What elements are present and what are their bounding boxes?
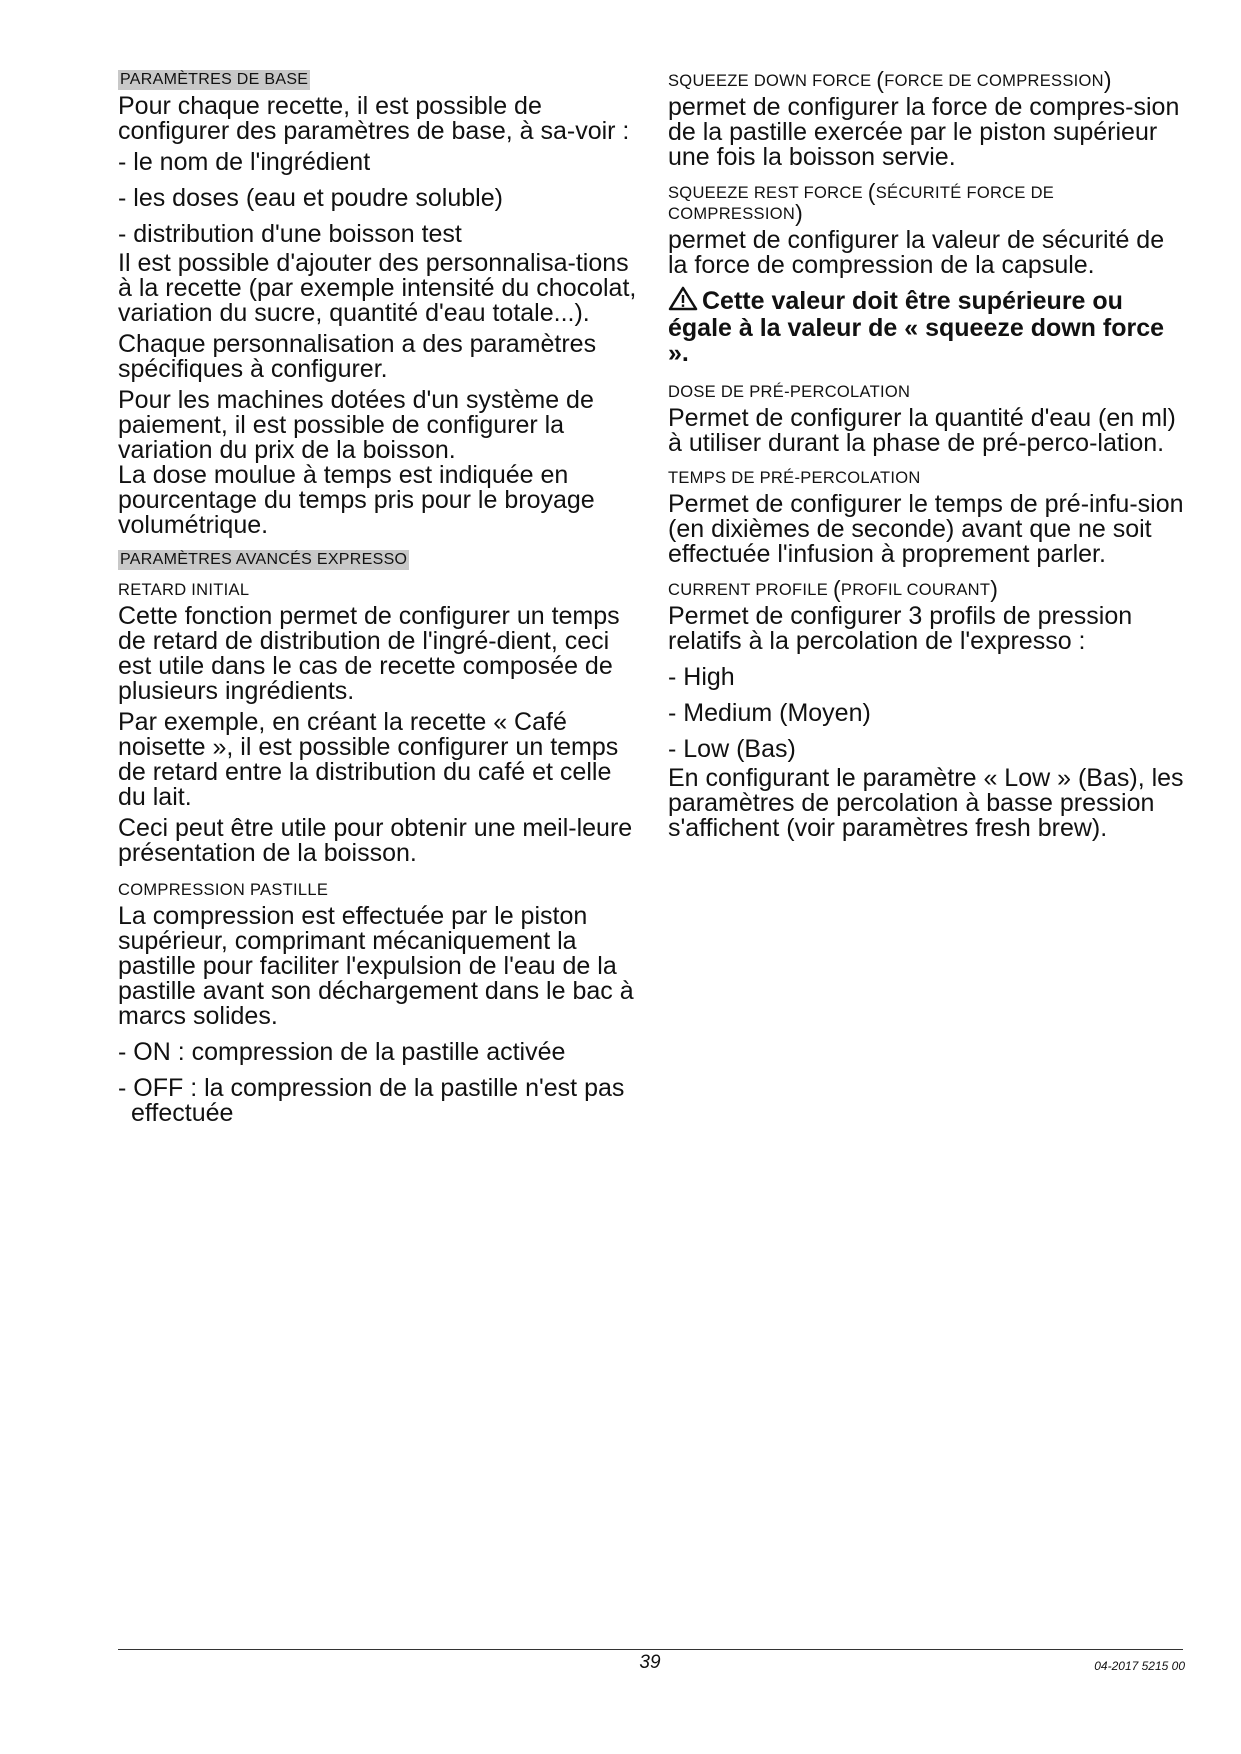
list-item: - High [668,663,735,691]
list-item: - OFF : la compression de la pastille n'est pas effectuée [118,1074,625,1127]
subtitle-dose-pre: DOSE DE PRÉ-PERCOLATION [668,383,911,401]
section-title-basic: PARAMÈTRES DE BASE [120,71,309,88]
list-item: - distribution d'une boisson test [118,220,462,248]
profile-text: Permet de configurer 3 profils de pression relatifs à la percolation de l'expresso : [668,602,1133,655]
squeeze-down-text: permet de configurer la force de compres-sion de la pastille exercée par le piston supérieur une fois la boisson servie. [668,93,1180,171]
right-column [668,67,1188,847]
compression-paragraph: La compression est effectuée par le piston supérieur, comprimant mécaniquement la pastille pour faciliter l'expulsion de l'eau de la pastille avant son déchargement dans le bac à marcs solides. [118,902,634,1030]
squeeze-rest-text: permet de configurer la valeur de sécurité de la force de compression de la capsule. [668,226,1165,279]
subtitle-squeeze-down: SQUEEZE DOWN FORCE (FORCE DE COMPRESSION) [668,67,1112,93]
subtitle-squeeze-rest: SQUEEZE REST FORCE (SÉCURITÉ FORCE DE COMPRESSION) [668,179,1055,226]
basic-paragraph: Chaque personnalisation a des paramètres spécifiques à configurer. [118,330,597,383]
list-item: - Medium (Moyen) [668,699,871,727]
subtitle-temps-pre: TEMPS DE PRÉ-PERCOLATION [668,469,921,487]
subtitle-current-profile: CURRENT PROFILE (PROFIL COURANT) [668,576,999,602]
list-item: - les doses (eau et poudre soluble) [118,184,503,212]
retard-paragraph: Par exemple, en créant la recette « Café noisette », il est possible configurer un temps de retard entre la distribution du café et celle du lait. [118,708,619,811]
temps-pre-text: Permet de configurer le temps de pré-infu-sion (en dixièmes de seconde) avant que ne soit effectuée l'infusion à proprement parler. [668,490,1184,568]
list-item: - le nom de l'ingrédient [118,148,371,176]
document-code: 04-2017 5215 00 [1094,1659,1185,1673]
retard-paragraph: Cette fonction permet de configurer un temps de retard de distribution de l'ingré-dient, ceci est utile dans le cas de recette composée de plusieurs ingrédients. [118,602,620,705]
basic-paragraph: Il est possible d'ajouter des personnalisa-tions à la recette (par exemple intensité du chocolat, variation du sucre, quantité d'eau totale...). [118,249,637,327]
list-item: - Low (Bas) [668,735,796,763]
left-column [118,70,638,1137]
page-number: 39 [639,1652,661,1673]
subtitle-compression: COMPRESSION PASTILLE [118,881,329,899]
retard-paragraph: Ceci peut être utile pour obtenir une meil-leure présentation de la boisson. [118,814,633,867]
subtitle-retard: RETARD INITIAL [118,581,250,599]
list-item: - ON : compression de la pastille activée [118,1038,566,1066]
dose-pre-text: Permet de configurer la quantité d'eau (en ml) à utiliser durant la phase de pré-perco-lation. [668,404,1176,457]
warning-triangle-icon [668,286,698,316]
section-title-advanced: PARAMÈTRES AVANCÉS EXPRESSO [120,551,408,568]
footer-divider [118,1649,1183,1650]
basic-paragraph: La dose moulue à temps est indiquée en pourcentage du temps pris pour le broyage volumétrique. [118,461,595,539]
basic-intro: Pour chaque recette, il est possible de configurer des paramètres de base, à sa-voir : [118,92,630,145]
profile-after-text: En configurant le paramètre « Low » (Bas), les paramètres de percolation à basse pression s'affichent (voir paramètres fresh brew). [668,764,1184,842]
basic-paragraph: Pour les machines dotées d'un système de paiement, il est possible de configurer la variation du prix de la boisson. [118,386,594,464]
warning-note: Cette valeur doit être supérieure ou égale à la valeur de « squeeze down force ». [668,287,1165,367]
